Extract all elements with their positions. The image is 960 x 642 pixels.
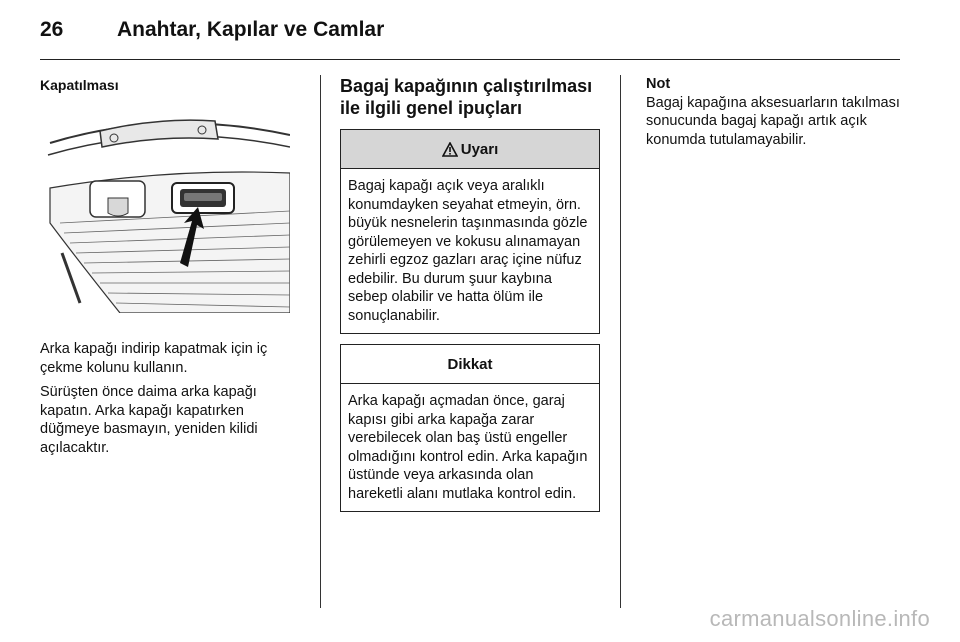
paragraph-closing-1: Arka kapağı indirip kapatmak için iç çekme kolunu kullanın. (40, 341, 268, 376)
header-divider (40, 59, 900, 60)
warning-text: Bagaj kapağı açık veya aralıklı konumdayken seyahat etmeyin, örn. büyük nesnelerin taşınmasında gözle görülemeyen ve kokusu alınamayan zehirli egzoz gazları araç içine nüfuz edebilir. Bu durum şuur kaybına sebep olabilir ve hatta ölüm ile sonuçlanabilir. (348, 178, 588, 324)
caution-title: Dikkat (447, 355, 493, 373)
warning-triangle-icon (442, 142, 458, 157)
right-column (646, 75, 906, 149)
subheading-closing: Kapatılması (40, 77, 119, 93)
column-divider-2 (620, 75, 621, 608)
note-title: Not (646, 76, 671, 92)
watermark: carmanualsonline.info (709, 606, 930, 631)
left-column (40, 75, 298, 463)
warning-title: Uyarı (460, 140, 499, 158)
warning-box-header (341, 130, 599, 169)
caution-box-header (341, 345, 599, 384)
warning-box (340, 129, 600, 334)
caution-box (340, 344, 600, 512)
note-text: Bagaj kapağına aksesuarların takılması sonucunda bagaj kapağı artık açık konumda tutulamayabilir. (646, 94, 900, 148)
column-divider-1 (320, 75, 321, 608)
section-title: Bagaj kapağının çalıştırılması ile ilgili genel ipuçları (340, 76, 593, 118)
chapter-title: Anahtar, Kapılar ve Camlar (117, 18, 385, 41)
tailgate-handle-illustration (40, 113, 290, 313)
caution-text: Arka kapağı açmadan önce, garaj kapısı gibi arka kapağa zarar verebilecek olan baş üstü engeller olmadığını kontrol edin. Arka kapağın üstünde veya arkasında olan hareketli alanı mutlaka kontrol edin. (348, 393, 588, 502)
paragraph-closing-2: Sürüşten önce daima arka kapağı kapatın. Arka kapağı kapatırken düğmeye basmayın, yeniden kilidi açılacaktır. (40, 384, 258, 456)
middle-column (340, 75, 602, 512)
page-number: 26 (40, 18, 64, 41)
